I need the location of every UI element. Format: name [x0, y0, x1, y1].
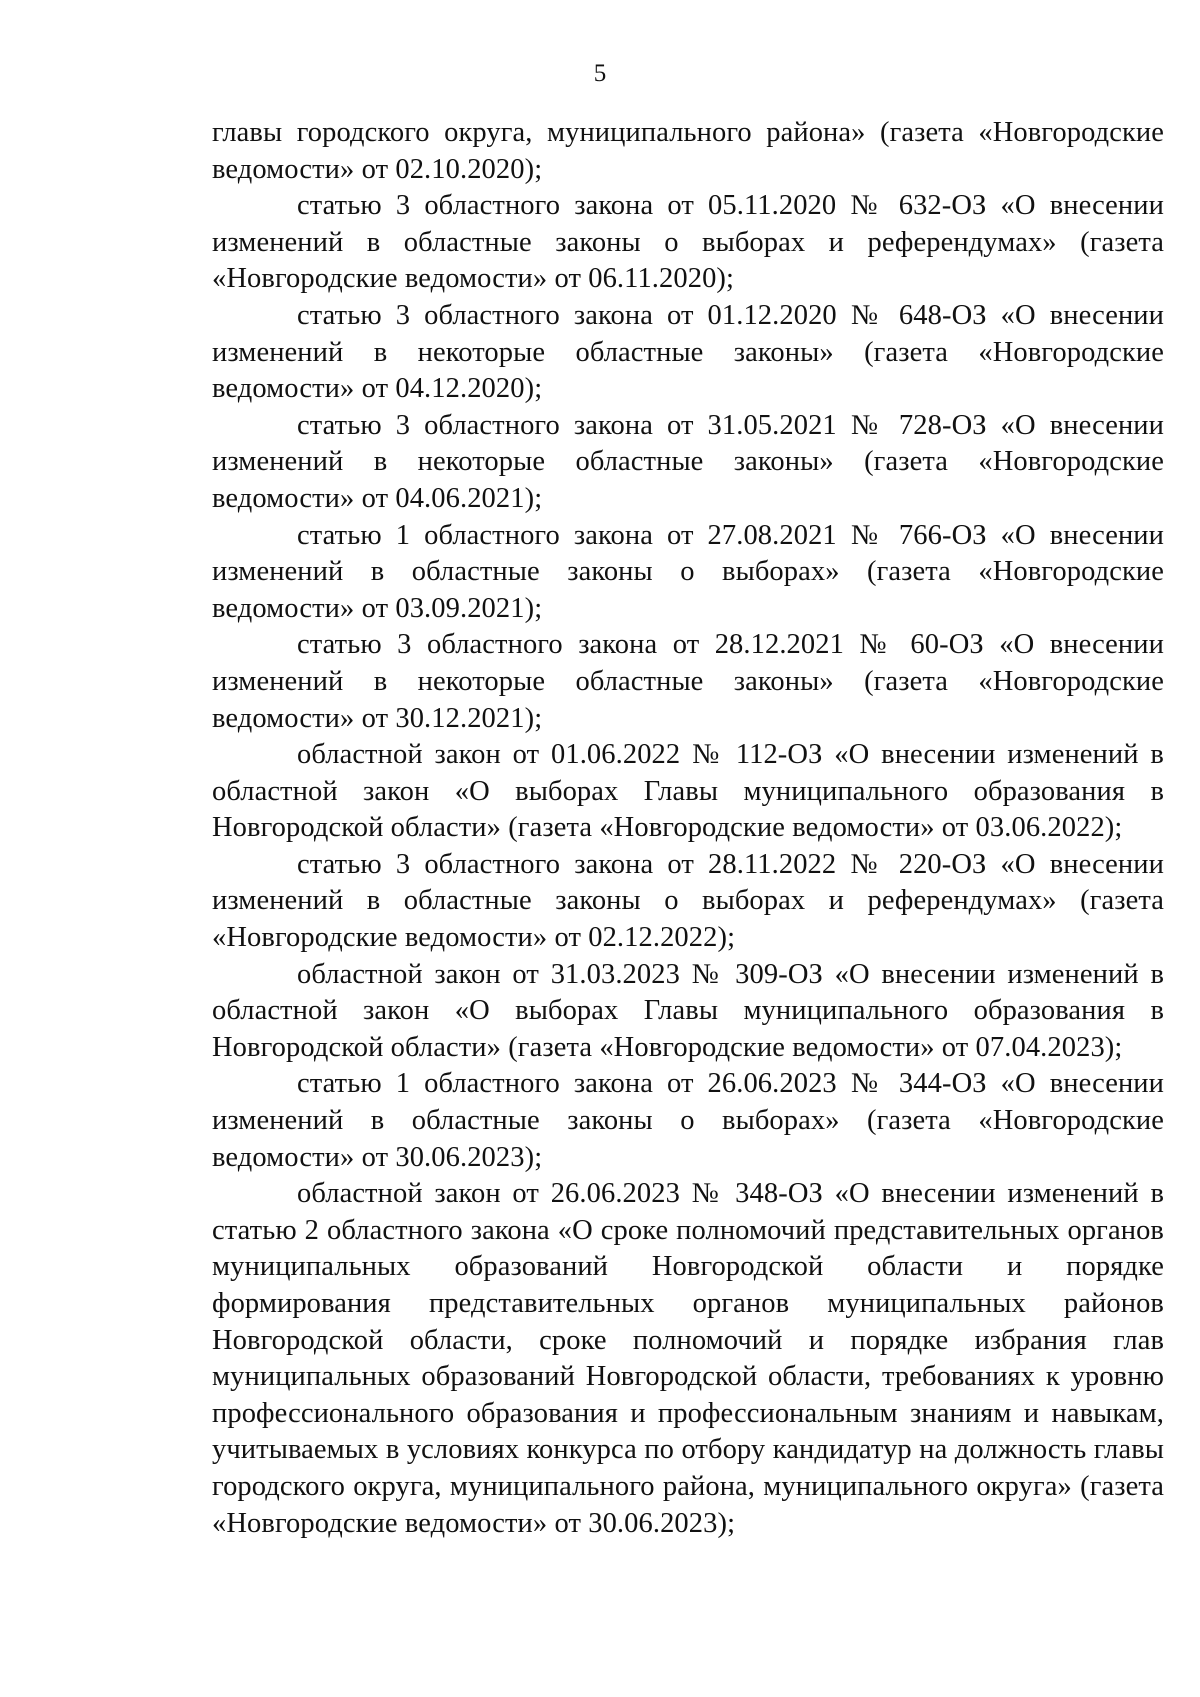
page-number: 5 — [593, 60, 607, 87]
paragraph-law-220: статью 3 областного закона от 28.11.2022 № 220-ОЗ «О внесении изменений в областные законы о выборах и референдумах» (газета «Новгородские ведомости» от 02.12.2022); — [212, 848, 1164, 954]
paragraph-law-112: областной закон от 01.06.2022 № 112-ОЗ «О внесении изменений в областной закон «О выборах Главы муниципального образования в Новгородской области» (газета «Новгородские ведомости» от 03.06.2022); — [212, 739, 1164, 844]
paragraph-law-344: статью 1 областного закона от 26.06.2023 № 344-ОЗ «О внесении изменений в областные законы о выборах» (газета «Новгородские ведомости» от 30.06.2023); — [212, 1068, 1164, 1173]
paragraph-law-632: статью 3 областного закона от 05.11.2020 № 632-ОЗ «О внесении изменений в областные законы о выборах и референдумах» (газета «Новгородские ведомости» от 06.11.2020); — [212, 190, 1164, 295]
paragraph-law-309: областной закон от 31.03.2023 № 309-ОЗ «О внесении изменений в областной закон «О выборах Главы муниципального образования в Новгородской области» (газета «Новгородские ведомости» от 07.04.2023); — [212, 958, 1164, 1063]
document-body — [212, 115, 1164, 1542]
paragraph-continuation: главы городского округа, муниципального района» (газета «Новгородские ведомости» от 02.10.2020); — [212, 117, 1164, 185]
paragraph-law-766: статью 1 областного закона от 27.08.2021 № 766-ОЗ «О внесении изменений в областные законы о выборах» (газета «Новгородские ведомости» от 03.09.2021); — [212, 519, 1164, 624]
paragraph-law-60: статью 3 областного закона от 28.12.2021 № 60-ОЗ «О внесении изменений в некоторые областные законы» (газета «Новгородские ведомости» от 30.12.2021); — [212, 629, 1164, 734]
paragraph-law-348: областной закон от 26.06.2023 № 348-ОЗ «О внесении изменений в статью 2 областного закона «О сроке полномочий представительных органов муниципальных образований Новгородской области и порядке формирования представительных органов муниципальных районов Новгородской области, сроке полномочий и порядке избрания глав муниципальных образований Новгородской области, требованиях к уровню профессионального образования и профессиональным знаниям и навыкам, учитываемых в условиях конкурса по отбору кандидатур на должность главы городского округа, муниципального района, муниципального округа» (газета «Новгородские ведомости» от 30.06.2023); — [212, 1178, 1164, 1539]
paragraph-law-648: статью 3 областного закона от 01.12.2020 № 648-ОЗ «О внесении изменений в некоторые областные законы» (газета «Новгородские ведомости» от 04.12.2020); — [212, 299, 1164, 405]
paragraph-law-728: статью 3 областного закона от 31.05.2021 № 728-ОЗ «О внесении изменений в некоторые областные законы» (газета «Новгородские ведомости» от 04.06.2021); — [212, 409, 1164, 514]
